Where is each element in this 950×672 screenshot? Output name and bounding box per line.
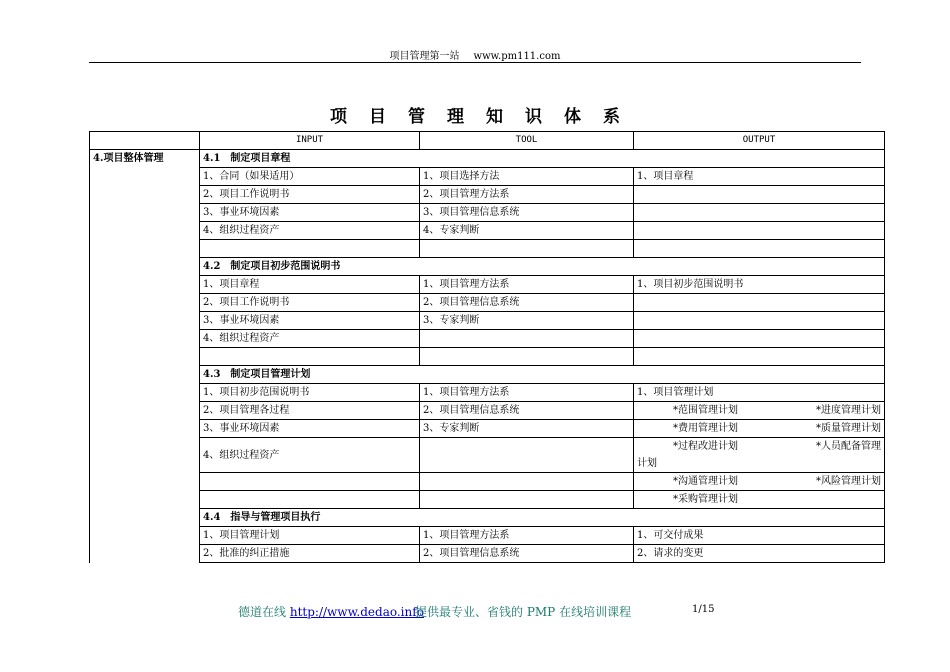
output-cell [634, 348, 885, 366]
document-title [0, 102, 950, 127]
input-cell: 2、项目工作说明书 [200, 186, 420, 204]
header-blank [90, 132, 200, 150]
section-number: 4.3 [203, 369, 221, 380]
input-cell: 3、事业环境因素 [200, 420, 420, 438]
input-cell: 2、项目管理各过程 [200, 402, 420, 420]
section-name: 制定项目管理计划 [230, 369, 311, 380]
section-header-row [90, 509, 885, 527]
input-cell: 3、事业环境因素 [200, 204, 420, 222]
output-cell [634, 312, 885, 330]
footer-link[interactable]: http://www.dedao.info [289, 605, 424, 619]
sub-plan: *过程改进计划 [673, 441, 738, 452]
table-row [90, 240, 885, 258]
tool-cell: 2、项目管理方法系 [420, 186, 634, 204]
section-title [200, 509, 885, 527]
section-number: 4.2 [203, 261, 221, 272]
tool-cell: 3、专家判断 [420, 312, 634, 330]
input-cell: 4、组织过程资产 [200, 438, 420, 473]
tool-cell: 1、项目管理方法系 [420, 276, 634, 294]
output-cell [634, 294, 885, 312]
tool-cell: 3、项目管理信息系统 [420, 204, 634, 222]
input-cell: 4、组织过程资产 [200, 222, 420, 240]
section-number: 4.1 [203, 153, 221, 164]
table-row [90, 330, 885, 348]
input-cell: 4、组织过程资产 [200, 330, 420, 348]
page-header [0, 47, 950, 62]
input-cell: 2、项目工作说明书 [200, 294, 420, 312]
sub-plan: *范围管理计划 [673, 405, 738, 416]
column-header-output: OUTPUT [634, 132, 885, 150]
footer-slogan: 提供最专业、省钱的 PMP 在线培训课程 [415, 605, 632, 619]
input-cell: 2、批准的纠正措施 [200, 545, 420, 563]
column-header-row [90, 132, 885, 150]
input-cell [200, 240, 420, 258]
section-name: 制定项目章程 [230, 153, 291, 164]
tool-cell: 1、项目管理方法系 [420, 527, 634, 545]
tool-cell: 1、项目管理方法系 [420, 384, 634, 402]
input-cell [200, 473, 420, 491]
footer-company [238, 603, 424, 620]
table-row [90, 402, 885, 420]
section-header-row [90, 150, 885, 168]
title-char: 知 [486, 107, 503, 127]
tool-cell [420, 473, 634, 491]
output-cell [634, 420, 885, 438]
output-cell [634, 491, 885, 509]
tool-cell: 3、专家判断 [420, 420, 634, 438]
sub-plan: *质量管理计划 [816, 423, 881, 434]
table-row [90, 168, 885, 186]
input-cell: 1、项目章程 [200, 276, 420, 294]
table-row [90, 222, 885, 240]
tool-cell [420, 491, 634, 509]
section-header-row [90, 366, 885, 384]
table-row [90, 204, 885, 222]
table-row [90, 276, 885, 294]
title-char: 项 [330, 107, 347, 127]
title-char: 系 [603, 107, 620, 127]
section-header-row [90, 258, 885, 276]
table-row [90, 348, 885, 366]
section-number: 4.4 [203, 512, 221, 523]
tool-cell: 2、项目管理信息系统 [420, 545, 634, 563]
section-title [200, 366, 885, 384]
sub-plan: *人员配备管理 [816, 441, 881, 452]
output-cell [634, 438, 885, 473]
input-cell: 1、项目初步范围说明书 [200, 384, 420, 402]
input-cell: 1、合同（如果适用） [200, 168, 420, 186]
table-row [90, 420, 885, 438]
knowledge-table [89, 131, 885, 563]
sub-plan: *采购管理计划 [673, 494, 738, 505]
sub-plan: *沟通管理计划 [673, 476, 738, 487]
table-row [90, 312, 885, 330]
input-cell [200, 491, 420, 509]
section-name: 指导与管理项目执行 [230, 512, 321, 523]
title-char: 管 [408, 107, 425, 127]
section-title [200, 150, 885, 168]
section-name: 制定项目初步范围说明书 [230, 261, 341, 272]
input-cell: 3、事业环境因素 [200, 312, 420, 330]
page-number: 1/15 [692, 604, 715, 615]
output-cell: 1、项目章程 [634, 168, 885, 186]
sub-plan: *费用管理计划 [673, 423, 738, 434]
section-title [200, 258, 885, 276]
input-cell: 1、项目管理计划 [200, 527, 420, 545]
output-cell [634, 473, 885, 491]
output-cell: 2、请求的变更 [634, 545, 885, 563]
knowledge-area-label: 4.项目整体管理 [90, 150, 200, 168]
output-cell: 1、项目初步范围说明书 [634, 276, 885, 294]
output-cell [634, 222, 885, 240]
output-cell [634, 204, 885, 222]
output-cell: 1、可交付成果 [634, 527, 885, 545]
tool-cell [420, 240, 634, 258]
output-cell [634, 240, 885, 258]
title-char: 体 [564, 107, 581, 127]
table-row [90, 384, 885, 402]
header-rule [89, 62, 861, 63]
sub-plan: *进度管理计划 [816, 405, 881, 416]
tool-cell [420, 438, 634, 473]
table-row [90, 473, 885, 491]
table-row [90, 294, 885, 312]
footer-company-name: 德道在线 [238, 605, 287, 619]
sub-plan-continued: 计划 [637, 458, 657, 469]
output-cell [634, 186, 885, 204]
title-char: 目 [369, 107, 386, 127]
header-site-name: 项目管理第一站 [389, 51, 460, 62]
table-row [90, 438, 885, 473]
tool-cell [420, 330, 634, 348]
table-row [90, 545, 885, 563]
tool-cell: 2、项目管理信息系统 [420, 294, 634, 312]
input-cell [200, 348, 420, 366]
tool-cell: 1、项目选择方法 [420, 168, 634, 186]
title-char: 理 [447, 107, 464, 127]
tool-cell: 4、专家判断 [420, 222, 634, 240]
table-row [90, 491, 885, 509]
table-row [90, 186, 885, 204]
output-cell [634, 402, 885, 420]
column-header-input: INPUT [200, 132, 420, 150]
column-header-tool: TOOL [420, 132, 634, 150]
sub-plan: *风险管理计划 [816, 476, 881, 487]
header-url[interactable]: www.pm111.com [473, 51, 561, 62]
tool-cell [420, 348, 634, 366]
output-cell: 1、项目管理计划 [634, 384, 885, 402]
table-row [90, 527, 885, 545]
output-cell [634, 330, 885, 348]
title-char: 识 [525, 107, 542, 127]
tool-cell: 2、项目管理信息系统 [420, 402, 634, 420]
